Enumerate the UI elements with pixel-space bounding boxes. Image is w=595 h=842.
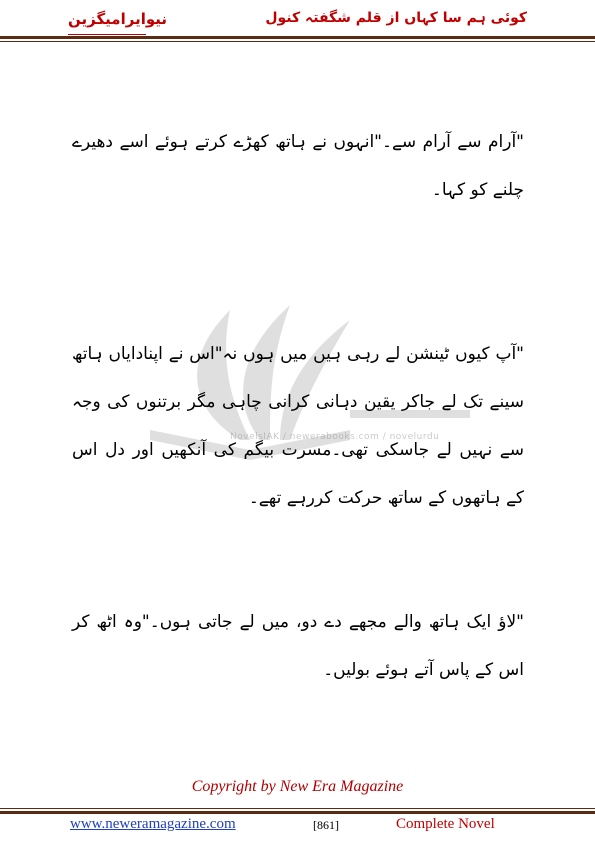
page-number: [861]: [313, 818, 339, 832]
footer-divider-thin: [0, 808, 595, 809]
header-magazine-name: نیوایرامیگزین: [68, 10, 168, 28]
header-magazine-underline: [68, 34, 146, 35]
header-novel-title: کوئی ہم سا کہاں از قلم شگفتہ کنول: [265, 10, 527, 26]
paragraph-3: "لاؤ ایک ہاتھ والے مجھے دے دو، میں لے جاتی ہوں۔"وہ اٹھ کر اس کے پاس آتے ہوئے بولیں۔: [72, 612, 524, 680]
footer-divider-thick: [0, 811, 595, 814]
website-link[interactable]: www.neweramagazine.com: [70, 816, 236, 832]
header-divider-thin: [0, 41, 595, 42]
paragraph-2: "آپ کیوں ٹینشن لے رہی ہیں میں ہوں نہ"اس نے اپنادایاں ہاتھ سینے تک لے جاکر یقین دہانی کرانی چاہی مگر برتنوں کی وجہ سے نہیں لے جاسکی تھی۔مسرت بیگم کی آنکھیں اور دل اس کے ہاتھوں کے ساتھ حرکت کررہے تھے۔: [72, 344, 524, 508]
paragraph-1: "آرام سے آرام سے۔"انہوں نے ہاتھ کھڑے کرتے ہوئے اسے دھیرے چلنے کو کہا۔: [72, 132, 524, 200]
complete-novel-label: Complete Novel: [396, 816, 495, 832]
copyright-notice: Copyright by New Era Magazine: [191, 778, 404, 795]
watermark-url-text: NovelsIAK / newerabooks.com / novelurdu: [230, 432, 440, 442]
header-divider-thick: [0, 36, 595, 39]
